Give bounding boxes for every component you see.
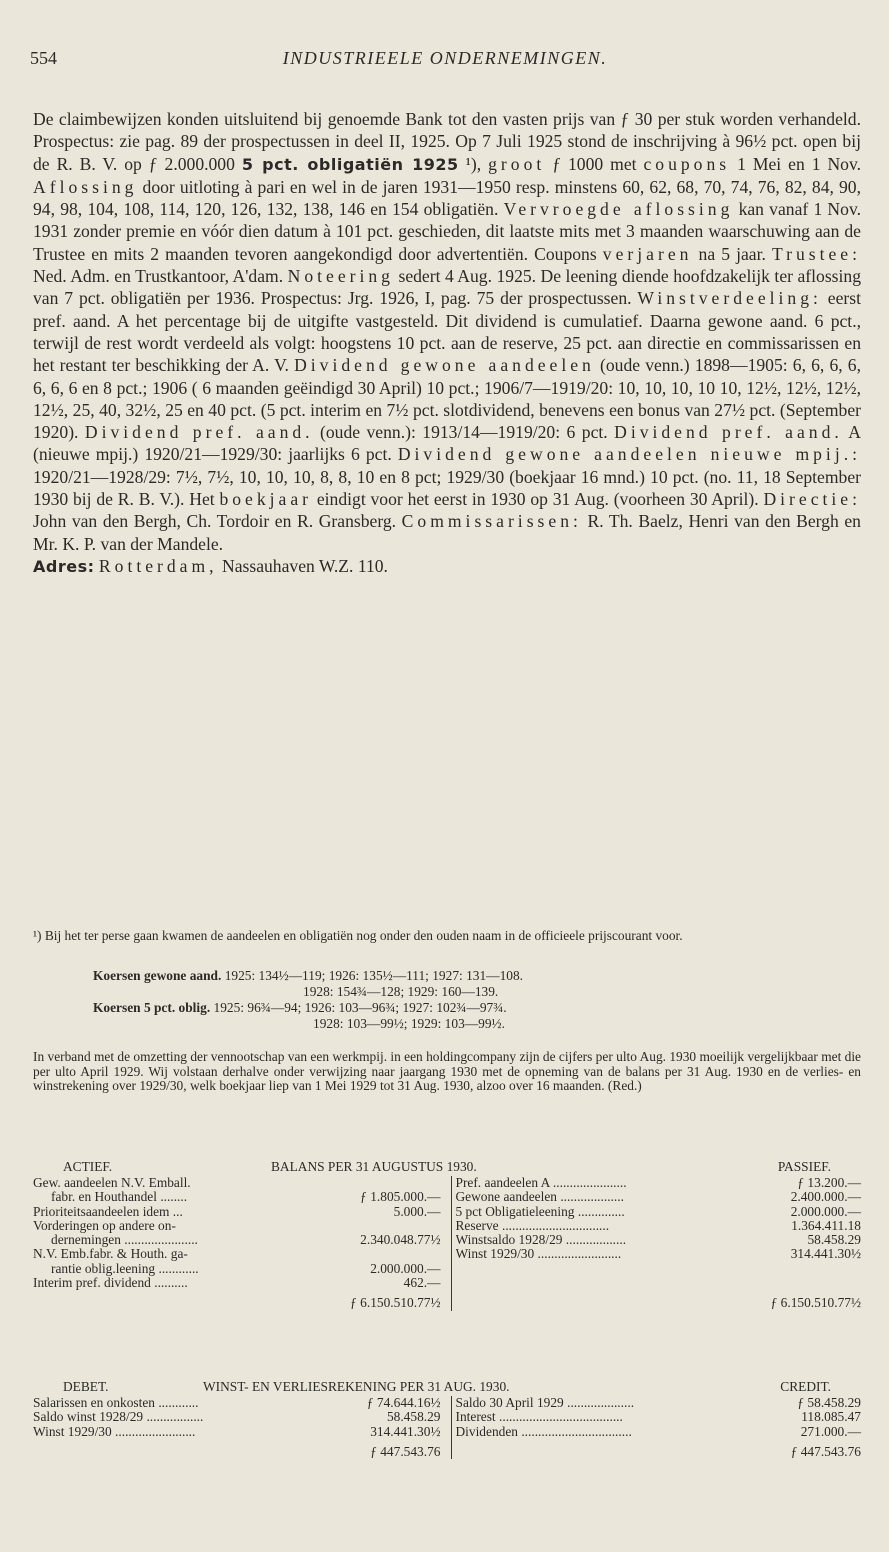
ledger-amount: 314.441.30½ bbox=[790, 1246, 861, 1262]
ledger-label: 5 pct Obligatieleening .............. bbox=[455, 1204, 625, 1219]
ledger-row bbox=[33, 1247, 441, 1261]
ledger-amount: 58.458.29 bbox=[807, 1232, 861, 1248]
ledger-label: Dividenden ................................. bbox=[455, 1424, 632, 1439]
ledger-label: Salarissen en onkosten ............ bbox=[33, 1396, 199, 1410]
ledger-amount bbox=[331, 1247, 441, 1261]
ledger-row bbox=[456, 1190, 862, 1204]
passief-heading: PASSIEF. bbox=[777, 1159, 831, 1174]
ledger-amount: ƒ 1.805.000.— bbox=[360, 1189, 441, 1205]
credit-total: ƒ 447.543.76 bbox=[790, 1443, 861, 1459]
ledger-amount bbox=[331, 1176, 441, 1190]
spaced-term: Aflossing bbox=[33, 176, 138, 197]
ledger-row bbox=[33, 1410, 441, 1424]
ledger-amount: 271.000.— bbox=[800, 1423, 861, 1439]
ledger-label: dernemingen ...................... bbox=[51, 1233, 198, 1248]
ledger-row bbox=[33, 1425, 441, 1439]
quote-line: 1928: 154¾—128; 1929: 160—139. bbox=[303, 984, 499, 999]
spaced-term: Commissarissen: bbox=[401, 511, 582, 532]
text-run: R. Th. Baelz, Henri van den Bergh en Mr. K. P. van der Mandele. bbox=[33, 511, 861, 554]
quote-values: 1925: 96¾—94; 1926: 103—96¾; 1927: 102¾—97¾. bbox=[213, 1000, 507, 1015]
ledger-row bbox=[456, 1219, 862, 1233]
footnote: ¹) Bij het ter perse gaan kwamen de aandeelen en obligatiën nog onder den ouden naam in de officieele prijscourant voor. bbox=[33, 928, 683, 943]
ledger-amount: 58.458.29 bbox=[386, 1409, 441, 1425]
ledger-row bbox=[456, 1425, 862, 1439]
ledger-label: rantie oblig.leening ............ bbox=[51, 1261, 199, 1276]
bond-title: 5 pct. obligatiën 1925 bbox=[241, 154, 459, 174]
ledger-label: Interim pref. dividend .......... bbox=[33, 1276, 188, 1291]
ledger-row bbox=[456, 1410, 862, 1424]
spaced-term: coupons bbox=[643, 153, 731, 174]
ledger-row bbox=[456, 1176, 862, 1190]
ledger-row bbox=[456, 1396, 862, 1410]
ledger-amount: 1.364.411.18 bbox=[791, 1217, 861, 1233]
text-run: kan vanaf 1 Nov. 1931 zonder premie en vóór dien datum à 101 pct. geschieden, dit laatste mits met 3 maanden waarschuwing aan de Trustee en mits 2 maanden tevoren aangekondigd door advertentiën. Coupons bbox=[33, 199, 861, 264]
quote-line bbox=[33, 1000, 861, 1016]
ledger-row bbox=[456, 1247, 862, 1261]
ledger-row bbox=[456, 1233, 862, 1247]
quote-line bbox=[33, 968, 861, 984]
quote-label: Koersen gewone aand. bbox=[93, 968, 222, 983]
pl-title: WINST- EN VERLIESREKENING PER 31 AUG. 1930. bbox=[203, 1379, 510, 1394]
ledger-label: Gew. aandeelen N.V. Emball. bbox=[33, 1176, 191, 1190]
quote-values: 1925: 134½—119; 1926: 135½—111; 1927: 131—108. bbox=[224, 968, 524, 983]
credit-heading: CREDIT. bbox=[780, 1379, 831, 1394]
balance-title: BALANS PER 31 AUGUSTUS 1930. bbox=[271, 1159, 477, 1174]
running-title: INDUSTRIEELE ONDERNEMINGEN. bbox=[282, 48, 608, 68]
ledger-row bbox=[33, 1190, 441, 1204]
balance-sheet bbox=[33, 1160, 861, 1311]
spaced-term: Vervroegde aflossing bbox=[503, 199, 734, 220]
debet-column bbox=[33, 1396, 441, 1439]
text-run: (oude venn.): 1913/14—1919/20: 6 pct. bbox=[320, 422, 608, 443]
ledger-amount: ƒ 13.200.— bbox=[797, 1175, 861, 1190]
assets-column bbox=[33, 1176, 441, 1290]
spaced-term: boekjaar bbox=[219, 489, 313, 510]
ledger-label: Reserve ................................ bbox=[455, 1218, 610, 1233]
spaced-term: Trustee: bbox=[771, 243, 862, 264]
main-text bbox=[33, 108, 861, 578]
pl-header bbox=[33, 1380, 861, 1396]
ledger-label: Saldo 30 April 1929 .................... bbox=[455, 1396, 635, 1410]
editorial-note: In verband met de omzetting der vennootschap van een werkmpij. in een holdingcompany zijn de cijfers per ulto Aug. 1930 moeilijk vergelijkbaar met die per ulto April 1929. Wij volstaan derhalve onder verwijzing naar jaargang 1930 met de opneming van de balans per 31 Aug. 1930 en de verlies- en winstrekening over 1929/30, welk boekjaar liep van 1 Mei 1929 tot 31 Aug. 1930, alzoo over 16 maanden. (Red.) bbox=[33, 1049, 861, 1094]
text-run: De claimbewijzen konden uitsluitend bij genoemde Bank tot den vasten prijs van ƒ 30 per stuk worden verhandeld. Prospectus: zie pag. 89 der prospectussen in deel II, 1925. Op 7 Juli 1925 stond de inschrijving à 96½ pct. open bij de R. B. V. op ƒ 2.000.000 bbox=[33, 109, 861, 174]
text-run: eerst pref. aand. A het percentage bij de uitgifte vastgesteld. Dit dividend is cumulatief. Daarna gewone aand. 6 pct., terwijl de rest wordt verdeeld als volgt: hoogstens 10 pct. aan de reserve, 25 pct. aan directie en commissarissen en het restant ter beschikking der A. V. bbox=[33, 288, 861, 376]
text-run: door uitloting à pari en wel in de jaren 1931—1950 resp. minstens 60, 62, 68, 70, 74, 76, 82, 84, 90, 94, 98, 104, 108, 114, 120, 126, 132, 138, 146 en 154 obligatiën. bbox=[33, 176, 861, 220]
ledger-label: Winst 1929/30 ......................... bbox=[455, 1247, 622, 1262]
text-run: na 5 jaar. bbox=[698, 243, 766, 264]
text-run: (oude venn.) 1898—1905: 6, 6, 6, 6, 6, 6, 6 en 8 pct.; 1906 ( 6 maanden geëindigd 30 April) 10 pct.; 1906/7—1919/20: 10, 10, 10, 10 10, 12½, 12½, 12½, 12½, 25, 40, 32½, 25 en 40 pct. (5 pct. interim en 7½ pct. slotdividend, benevens een bonus van 27½ pct. (September 1920). bbox=[33, 355, 861, 443]
page-header bbox=[30, 48, 860, 78]
address-label: Adres: bbox=[33, 556, 95, 576]
spaced-term: Winstverdeeling: bbox=[637, 288, 822, 309]
ledger-amount: 118.085.47 bbox=[801, 1409, 861, 1425]
ledger-label: fabr. en Houthandel ........ bbox=[51, 1190, 188, 1205]
ledger-amount: 2.340.048.77½ bbox=[360, 1232, 441, 1248]
ledger-label: Gewone aandeelen ................... bbox=[455, 1190, 624, 1205]
text-run: A (nieuwe mpij.) 1920/21—1929/30: jaarlijks 6 pct. bbox=[33, 422, 861, 465]
ledger-amount: 462.— bbox=[403, 1275, 441, 1291]
liabilities-column bbox=[451, 1176, 862, 1290]
spaced-term: Dividend pref. aand. bbox=[614, 422, 843, 443]
assets-total: ƒ 6.150.510.77½ bbox=[350, 1295, 441, 1311]
liabilities-total: ƒ 6.150.510.77½ bbox=[770, 1295, 861, 1311]
ledger-amount bbox=[331, 1219, 441, 1233]
ledger-amount: 5.000.— bbox=[393, 1203, 441, 1219]
spaced-term: Dividend gewone aandeelen bbox=[294, 355, 595, 376]
text-run: ƒ 1000 met bbox=[552, 153, 637, 174]
ledger-amount: 2.000.000.— bbox=[370, 1260, 441, 1276]
actief-heading: ACTIEF. bbox=[63, 1159, 113, 1174]
profit-loss-account bbox=[33, 1380, 861, 1459]
ledger-row bbox=[33, 1396, 441, 1410]
body-paragraph bbox=[33, 108, 861, 578]
ledger-label: Vorderingen op andere on- bbox=[33, 1218, 176, 1233]
ledger-row bbox=[33, 1176, 441, 1190]
text-run: 1920/21—1928/29: 7½, 7½, 10, 10, 10, 8, 8, 10 en 8 pct; 1929/30 (boekjaar 16 mnd.) 10 pct. (no. 11, 18 September 1930 bij de R. B. V.). Het bbox=[33, 466, 861, 510]
ledger-label: Winst 1929/30 ........................ bbox=[33, 1424, 196, 1439]
ledger-label: Interest ..................................... bbox=[455, 1410, 623, 1425]
balance-sheet-header bbox=[33, 1160, 861, 1176]
text-run: sedert 4 Aug. 1925. De leening diende hoofdzakelijk ter aflossing van 7 pct. obligatiën per 1936. Prospectus: Jrg. 1926, I, pag. 75 der prospectussen. bbox=[33, 266, 862, 309]
ledger-row bbox=[33, 1262, 441, 1276]
ledger-row bbox=[33, 1276, 441, 1290]
text-run: Ned. Adm. en Trustkantoor, A'dam. bbox=[33, 266, 284, 287]
ledger-row bbox=[33, 1233, 441, 1247]
spaced-term: groot bbox=[488, 153, 546, 174]
ledger-label: Prioriteitsaandeelen idem ... bbox=[33, 1204, 183, 1219]
ledger-row bbox=[33, 1219, 441, 1233]
spaced-term: Noteering bbox=[287, 266, 394, 287]
text-run: John van den Bergh, Ch. Tordoir en R. Gransberg. bbox=[33, 511, 397, 532]
spaced-term: Directie: bbox=[763, 489, 861, 510]
ledger-amount: 2.000.000.— bbox=[790, 1203, 861, 1219]
address-city: Rotterdam, bbox=[98, 555, 218, 576]
page-number: 554 bbox=[30, 48, 57, 68]
ledger-row bbox=[33, 1205, 441, 1219]
quote-label: Koersen 5 pct. oblig. bbox=[93, 1000, 211, 1015]
ledger-amount: 2.400.000.— bbox=[790, 1189, 861, 1205]
address-street: Nassauhaven W.Z. 110. bbox=[221, 555, 388, 576]
ledger-label: N.V. Emb.fabr. & Houth. ga- bbox=[33, 1247, 188, 1262]
spaced-term: Dividend pref. aand. bbox=[84, 422, 314, 443]
spaced-term: verjaren bbox=[602, 243, 693, 264]
spaced-term: Dividend gewone aandeelen nieuwe mpij.: bbox=[397, 444, 861, 465]
ledger-row bbox=[456, 1205, 862, 1219]
quote-line: 1928: 103—99½; 1929: 103—99½. bbox=[313, 1016, 505, 1031]
ledger-label: Saldo winst 1928/29 ................. bbox=[33, 1410, 204, 1425]
quotations bbox=[33, 968, 861, 1032]
text-run: eindigt voor het eerst in 1930 op 31 Aug. (voorheen 30 April). bbox=[316, 489, 759, 510]
ledger-label: Pref. aandeelen A ...................... bbox=[455, 1176, 627, 1190]
credit-column bbox=[451, 1396, 862, 1439]
debet-heading: DEBET. bbox=[63, 1379, 109, 1394]
ledger-amount: ƒ 58.458.29 bbox=[797, 1395, 861, 1410]
text-run: 1 Mei en 1 Nov. bbox=[737, 153, 862, 174]
ledger-amount: ƒ 74.644.16½ bbox=[366, 1395, 441, 1410]
debet-total: ƒ 447.543.76 bbox=[370, 1443, 441, 1459]
footnote-ref: ¹), bbox=[465, 153, 482, 174]
ledger-amount: 314.441.30½ bbox=[370, 1423, 441, 1439]
ledger-label: Winstsaldo 1928/29 .................. bbox=[455, 1233, 627, 1248]
